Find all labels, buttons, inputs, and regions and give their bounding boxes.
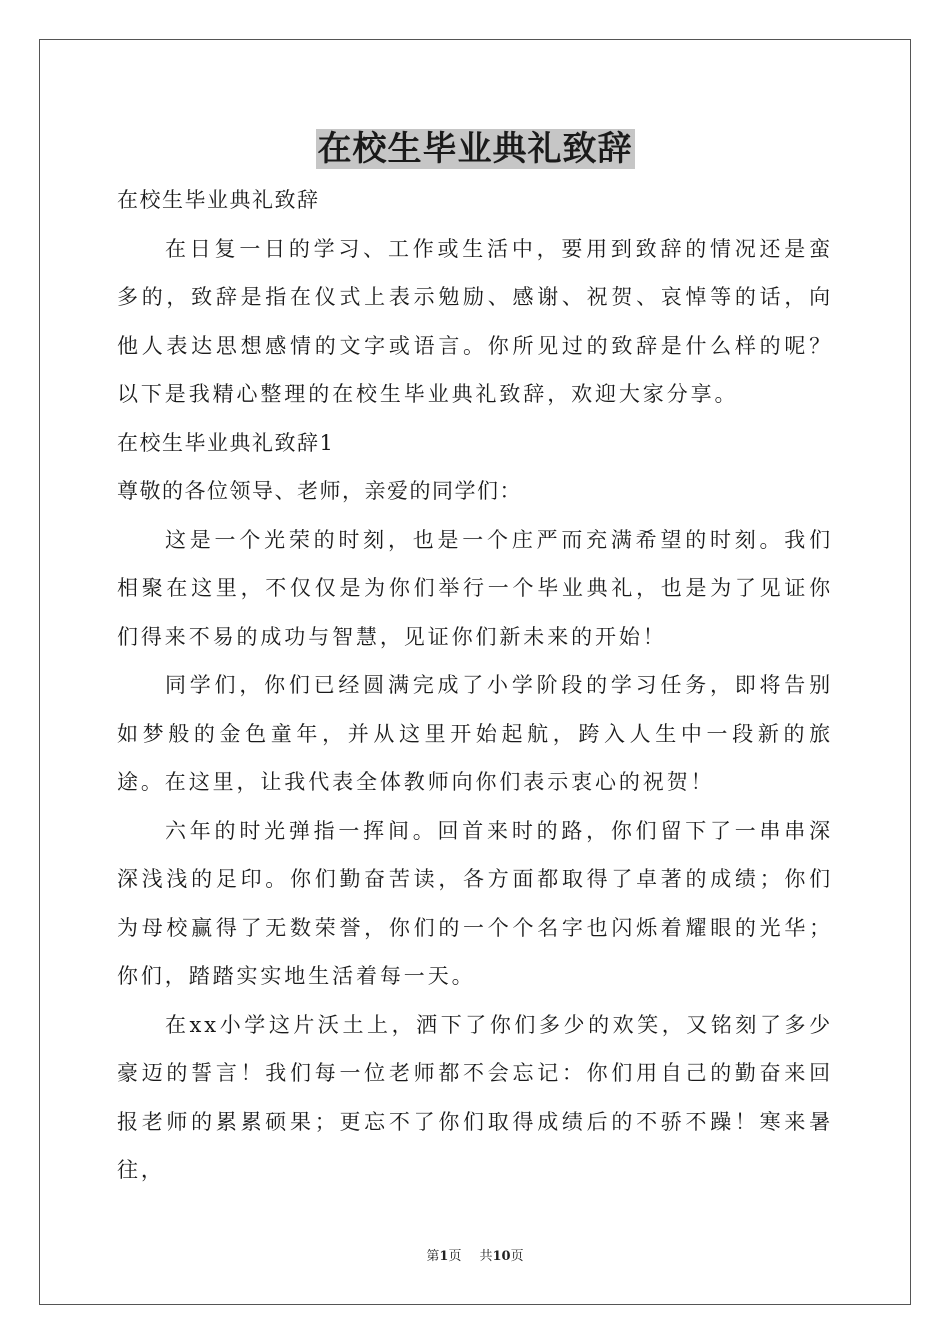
- page-footer: [0, 1248, 950, 1266]
- total-prefix: 共: [479, 1249, 493, 1264]
- body-paragraph: 这是一个光荣的时刻，也是一个庄严而充满希望的时刻。我们相聚在这里，不仅仅是为你们举行一个毕业典礼，也是为了见证你们得来不易的成功与智慧，见证你们新未来的开始！: [117, 527, 833, 649]
- document-title-text: 在校生毕业典礼致辞: [317, 129, 633, 169]
- total-unit: 页: [510, 1249, 524, 1264]
- subtitle-paragraph: 在校生毕业典礼致辞: [117, 188, 320, 212]
- intro-paragraph: 在日复一日的学习、工作或生活中，要用到致辞的情况还是蛮多的，致辞是指在仪式上表示勉励、感谢、祝贺、哀悼等的话，向他人表达思想感情的文字或语言。你所见过的致辞是什么样的呢？以下是我精心整理的在校生毕业典礼致辞，欢迎大家分享。: [117, 236, 833, 406]
- document-title: [0, 124, 950, 174]
- body-paragraph: 同学们，你们已经圆满完成了小学阶段的学习任务，即将告别如梦般的金色童年，并从这里开始起航，跨入人生中一段新的旅途。在这里，让我代表全体教师向你们表示衷心的祝贺！: [117, 673, 833, 794]
- page-total: 10: [492, 1249, 511, 1264]
- body-paragraph: 六年的时光弹指一挥间。回首来时的路，你们留下了一串串深深浅浅的足印。你们勤奋苦读，各方面都取得了卓著的成绩；你们为母校赢得了无数荣誉，你们的一个个名字也闪烁着耀眼的光华；你们，踏踏实实地生活着每一天。: [117, 818, 833, 988]
- page-prefix: 第: [426, 1249, 440, 1264]
- body-paragraph: 在xx小学这片沃土上，洒下了你们多少的欢笑，又铭刻了多少豪迈的誓言！我们每一位老师都不会忘记：你们用自己的勤奋来回报老师的累累硕果；更忘不了你们取得成绩后的不骄不躁！寒来暑往，: [117, 1012, 833, 1182]
- page-unit: 页: [448, 1249, 462, 1264]
- page-number: 1: [439, 1249, 449, 1264]
- document-body: [117, 176, 833, 1195]
- salutation-paragraph: 尊敬的各位领导、老师，亲爱的同学们：: [117, 479, 522, 503]
- section-heading: 在校生毕业典礼致辞1: [117, 430, 335, 455]
